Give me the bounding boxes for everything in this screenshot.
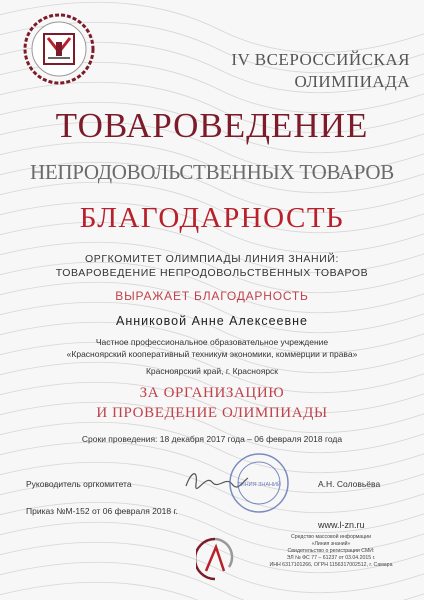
event-dates: Сроки проведения: 18 декабря 2017 года – 06 февраля 2018 года (81, 434, 343, 444)
recipient-name: Анниковой Анне Алексеевне (115, 314, 308, 328)
sub-title: НЕПРОДОВОЛЬСТВЕННЫХ ТОВАРОВ (30, 160, 394, 184)
olympiad-line-1: IV ВСЕРОССИЙСКАЯ (231, 50, 410, 69)
reason-line-2: И ПРОВЕДЕНИЕ ОЛИМПИАДЫ (96, 405, 328, 421)
organizer-line-1: ОРГКОМИТЕТ ОЛИМПИАДЫ ЛИНИЯ ЗНАНИЙ: (84, 253, 340, 265)
head-label: Руководитель оргкомитета (26, 479, 132, 489)
institution-line-1: Частное профессиональное образовательное учреждение (95, 337, 329, 347)
order-number: Приказ №М-152 от 06 февраля 2018 г. (26, 506, 178, 516)
main-title: ТОВАРОВЕДЕНИЕ (55, 106, 369, 145)
reason-line-1: ЗА ОРГАНИЗАЦИЮ (139, 385, 285, 401)
media-registration (256, 534, 406, 569)
media-line: ЭЛ № ФС 77 – 61237 от 03.04.2015 г. (286, 555, 376, 561)
region: Красноярский край, г. Красноярск (145, 366, 279, 376)
website-link[interactable]: www.l-zn.ru (318, 520, 365, 530)
stamp-icon (228, 452, 290, 514)
media-line: ИНН 6317101266, ОГРН 1156317002512, г. Самара (269, 562, 393, 568)
media-line: «Линия знаний» (311, 541, 351, 547)
organizer-line-2: ТОВАРОВЕДЕНИЕ НЕПРОДОВОЛЬСТВЕННЫХ ТОВАРОВ (55, 267, 369, 279)
stamp-text: ЛИНИЯ ЗНАНИЙ (237, 482, 281, 488)
olympiad-line-2: ОЛИМПИАДА (294, 72, 410, 91)
media-line: Средство массовой информации (291, 534, 371, 540)
institution-line-2: «Красноярский кооперативный техникум экономики, коммерции и права» (66, 349, 358, 359)
footer-logo-icon (196, 535, 234, 583)
media-line: Свидетельство о регистрации СМИ: (287, 548, 375, 554)
award-title: БЛАГОДАРНОСТЬ (79, 202, 345, 234)
head-name: А.Н. Соловьёва (318, 479, 381, 489)
olympiad-logo-icon (22, 12, 96, 86)
expresses-gratitude: ВЫРАЖАЕТ БЛАГОДАРНОСТЬ (115, 289, 309, 303)
